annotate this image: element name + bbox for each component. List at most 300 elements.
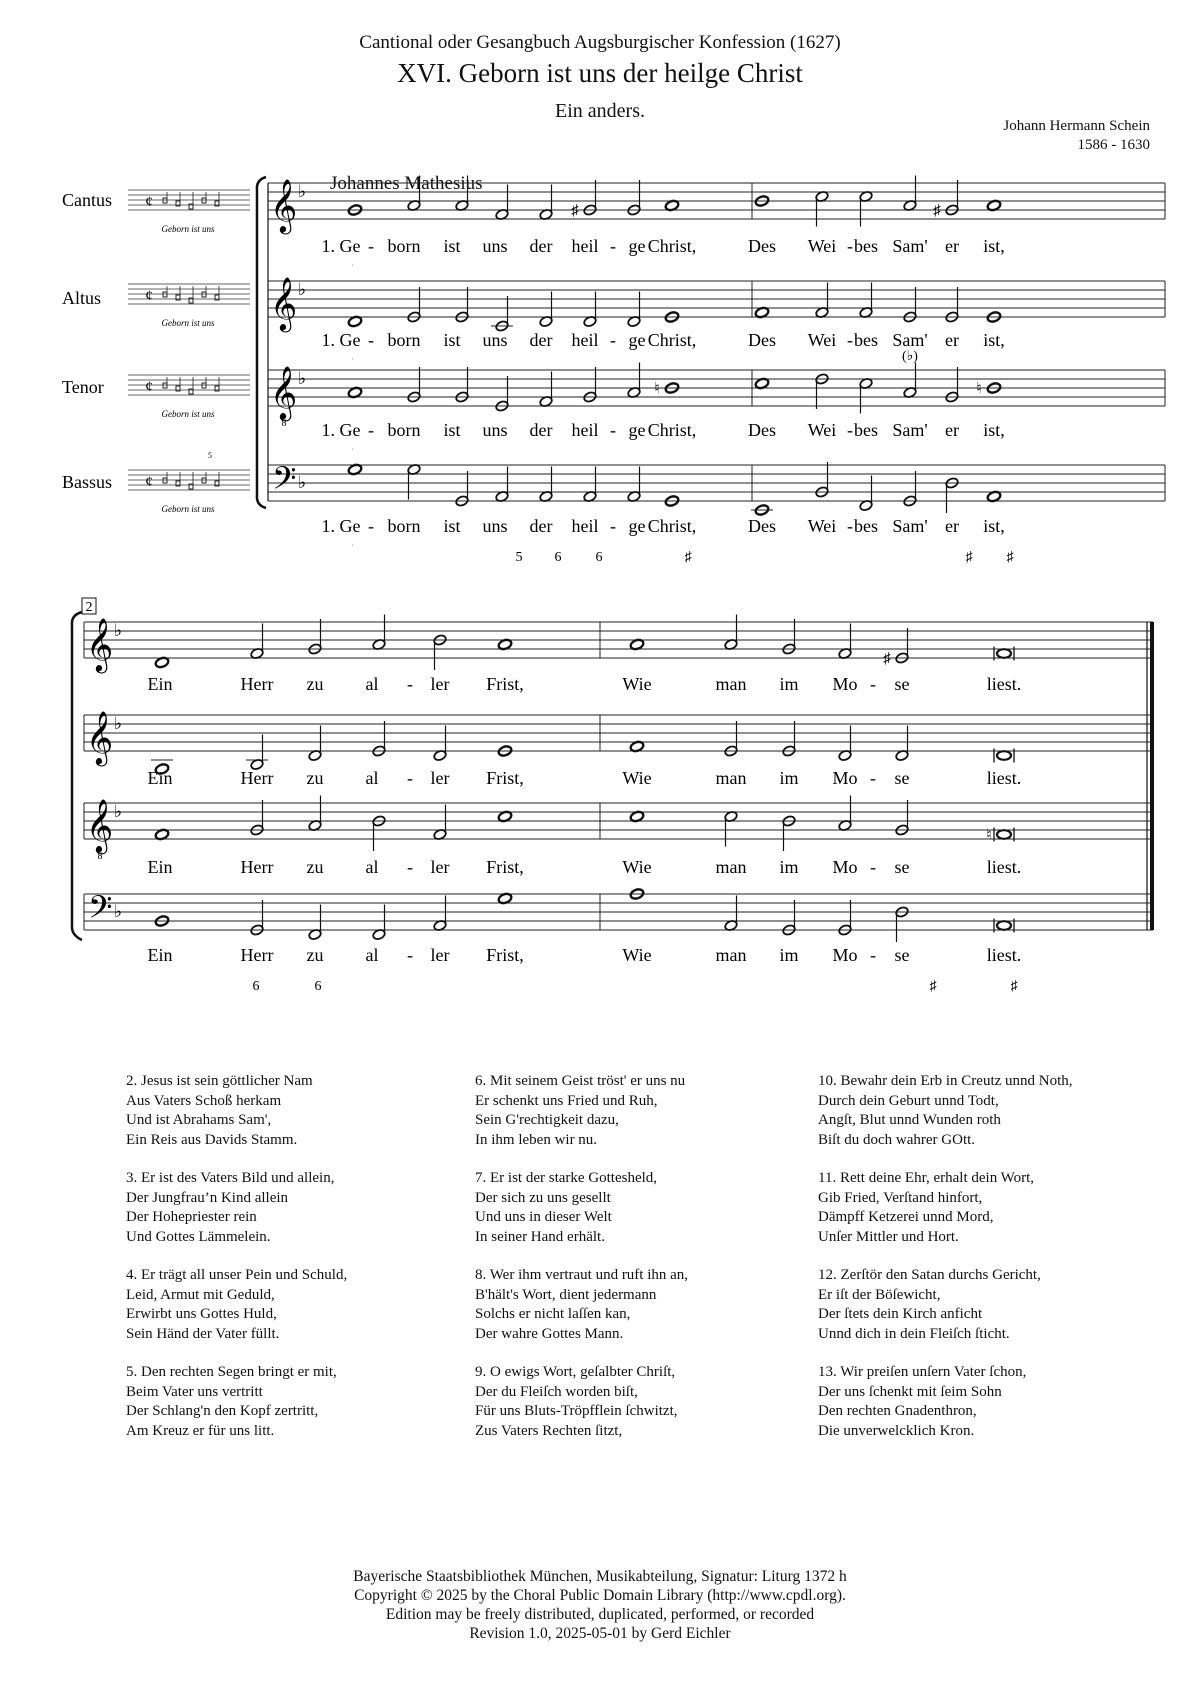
half-note [250, 735, 264, 771]
lyric-syllable: Wie [622, 945, 652, 965]
lyric-syllable: - [407, 857, 413, 877]
lyric-syllable: Wei [807, 420, 837, 440]
lyric-syllable: man [715, 945, 747, 965]
half-note [372, 615, 386, 651]
half-note [455, 471, 469, 507]
half-note [815, 190, 829, 226]
lyric-syllable: al [365, 945, 379, 965]
figured-bass: 6 [252, 979, 260, 994]
lyric-syllable: man [715, 674, 747, 694]
treble-clef-icon: 𝄞 [86, 800, 114, 851]
lyric-syllable: born [387, 330, 421, 350]
verse-line: Und ist Abrahams Sam', [126, 1112, 272, 1128]
lyric-syllable: er [945, 236, 959, 256]
lyric-syllable: Ein [147, 857, 173, 877]
lyric-syllable: - [870, 768, 876, 788]
figured-bass: 6 [314, 979, 322, 994]
lyricist-credit: Johannes Mathesius [330, 173, 483, 194]
octave-marker: 8 [281, 418, 287, 429]
verse-line: Gib Fried, Verſtand hinfort, [818, 1189, 983, 1206]
lyric-syllable: Herr [240, 857, 274, 877]
half-note [539, 185, 553, 221]
flat-icon: ♭ [297, 280, 307, 299]
half-note [407, 367, 421, 403]
lyric-syllable: im [779, 768, 799, 788]
half-note [903, 471, 917, 507]
incipit-note [163, 292, 167, 297]
lyric-syllable: ler [430, 945, 450, 965]
half-note [724, 810, 738, 846]
verse-line: 2. Jesus ist sein göttlicher Nam [126, 1073, 313, 1089]
incipit-text: Geborn ist uns [161, 504, 215, 514]
lyric-syllable: man [715, 768, 747, 788]
incipit-note [202, 198, 206, 203]
editorial-flat: (♭) [902, 349, 918, 364]
half-note [627, 180, 641, 216]
half-note [815, 462, 829, 498]
half-note [782, 721, 796, 757]
half-note [372, 721, 386, 757]
half-note [838, 726, 852, 762]
lyric-syllable: uns [482, 236, 508, 256]
verse-line: In ihm leben wir nu. [475, 1131, 598, 1148]
lyric-syllable: uns [482, 516, 508, 536]
verse-line: 7. Er ist der starke Gottesheld, [475, 1170, 658, 1186]
lyric-syllable: - [847, 236, 853, 256]
half-note [859, 190, 873, 226]
half-note [627, 467, 641, 503]
lyric-syllable: Mo [832, 674, 858, 694]
lyric-syllable: Frist, [486, 945, 524, 965]
piece-title: XVI. Geborn ist uns der heilge Christ [397, 58, 803, 88]
lyric-syllable: man [715, 857, 747, 877]
composer-name: Johann Hermann Schein [1003, 118, 1150, 134]
half-note [407, 176, 421, 212]
lyric-syllable: Frist, [486, 857, 524, 877]
lyric-syllable: bes [854, 420, 878, 440]
lyric-syllable: - [847, 330, 853, 350]
lyric-syllable: - [610, 236, 616, 256]
lyric-syllable: Christ, [647, 330, 697, 350]
verse-line: 4. Er trägt all unser Pein und Schuld, [126, 1267, 348, 1283]
lyric-syllable: - [610, 420, 616, 440]
half-note [308, 796, 322, 832]
sharp-icon: ♯ [933, 203, 941, 219]
verse-column-2 [475, 1072, 805, 1460]
half-note [407, 463, 421, 499]
lyric-syllable: Wei [807, 236, 837, 256]
lyric-syllable: born [387, 516, 421, 536]
lyric-syllable: heil [571, 330, 599, 350]
sharp-icon: ♯ [883, 651, 891, 667]
treble-clef-icon: 𝄞 [86, 712, 114, 763]
lyric-syllable: Des [748, 516, 776, 536]
lyric-syllable: - [407, 945, 413, 965]
treble-clef-icon: 𝄞 [86, 619, 114, 670]
half-note [724, 896, 738, 932]
half-note [945, 477, 959, 513]
lyric-syllable: heil [571, 516, 599, 536]
collection-title: Cantional oder Gesangbuch Augsburgischer Konfession (1627) [359, 32, 841, 53]
lyric-syllable: Des [748, 236, 776, 256]
verse-line: 10. Bewahr dein Erb in Creutz unnd Noth, [818, 1073, 1073, 1089]
half-note [724, 721, 738, 757]
lyric-syllable: Sam' [892, 330, 928, 350]
verse-line: Unnd dich in dein Fleiſch ſticht. [818, 1325, 1010, 1342]
half-note [895, 800, 909, 836]
verse-line: 11. Rett deine Ehr, erhalt dein Wort, [818, 1170, 1035, 1186]
lyric-syllable: Mo [832, 945, 858, 965]
lyric-syllable: ist, [983, 236, 1005, 256]
natural-icon: ♮ [976, 381, 982, 397]
verse-line: Aus Vaters Schoß herkam [126, 1092, 282, 1109]
lyric-syllable: Frist, [486, 674, 524, 694]
half-note [838, 900, 852, 936]
lyric-syllable: 1. Ge [321, 420, 361, 440]
lyric-syllable: Christ, [647, 420, 697, 440]
verse-line: Und Gottes Lämmelein. [126, 1228, 271, 1245]
lyric-syllable: - [368, 516, 374, 536]
verse-line: Der sich zu uns gesellt [475, 1189, 611, 1206]
note-head [997, 921, 1011, 930]
lyric-syllable: liest. [986, 857, 1022, 877]
incipit-note [163, 383, 167, 388]
lyric-syllable: Mo [832, 768, 858, 788]
verse-line: Dämpff Ketzerei unnd Mord, [818, 1209, 994, 1225]
half-note [903, 176, 917, 212]
lyric-syllable: - [368, 330, 374, 350]
lyric-syllable: Wie [622, 857, 652, 877]
incipit-note [163, 198, 167, 203]
verse-line: B'hält's Wort, dient jedermann [475, 1286, 657, 1303]
lyric-syllable: im [779, 945, 799, 965]
lyric-syllable: ge [628, 330, 646, 350]
half-note [495, 376, 509, 412]
bass-clef-icon: 𝄢 [88, 891, 113, 933]
lyric-syllable: Wie [622, 768, 652, 788]
lyric-syllable: Sam' [892, 516, 928, 536]
half-note [250, 900, 264, 936]
lyric-syllable: - [407, 768, 413, 788]
footer [0, 1567, 1200, 1643]
half-note [250, 624, 264, 660]
half-note [372, 815, 386, 851]
flat-icon: ♭ [113, 714, 123, 733]
half-note [583, 467, 597, 503]
footer-copyright: Copyright © 2025 by the Choral Public Domain Library (http://www.cpdl.org). [354, 1587, 846, 1604]
lyric-syllable: zu [306, 768, 324, 788]
figured-bass: ♯ [1006, 550, 1014, 565]
verse-line: Für uns Bluts-Tröpfflein ſchwitzt, [475, 1403, 678, 1419]
half-note [815, 283, 829, 319]
verse-stanza [126, 1072, 456, 1150]
footer-source: Bayerische Staatsbibliothek München, Musikabteilung, Signatur: Liturg 1372 h [353, 1568, 847, 1585]
half-note [495, 467, 509, 503]
verse-line: Solchs er nicht laſſen kan, [475, 1306, 631, 1322]
mensuration-sign-icon: ¢ [145, 194, 153, 210]
figured-bass: ♯ [965, 550, 973, 565]
lyric-syllable: - [407, 674, 413, 694]
lyric-syllable: born [387, 420, 421, 440]
verse-stanza [475, 1363, 805, 1441]
treble-clef-icon: 𝄞 [270, 278, 298, 329]
lyric-syllable: bes [854, 236, 878, 256]
lyric-syllable: ist [443, 516, 461, 536]
flat-icon: ♭ [297, 473, 307, 492]
lyric-syllable: ist, [983, 516, 1005, 536]
flat-icon: ♭ [297, 369, 307, 388]
half-note [455, 367, 469, 403]
half-note [495, 185, 509, 221]
half-note [627, 363, 641, 399]
lyric-syllable: er [945, 330, 959, 350]
lyric-syllable: born [387, 236, 421, 256]
lyric-syllable: ge [628, 516, 646, 536]
figured-bass: 5 [515, 550, 523, 565]
lyric-syllable: - [870, 674, 876, 694]
lyric-syllable: der [529, 516, 553, 536]
lyric-syllable: uns [482, 420, 508, 440]
lyric-syllable: al [365, 857, 379, 877]
figured-bass: ♯ [684, 550, 692, 565]
verse-line: Durch dein Geburt unnd Todt, [818, 1092, 999, 1109]
figured-bass: ♯ [929, 979, 937, 994]
verse-line: Sein Händ der Vater füllt. [126, 1325, 280, 1342]
half-note [945, 180, 959, 216]
lyric-syllable: Des [748, 330, 776, 350]
sharp-icon: ♯ [571, 203, 579, 219]
verse-line: Sein G'rechtigkeit dazu, [475, 1112, 619, 1128]
half-note [433, 896, 447, 932]
verse-line: Er schenkt uns Fried und Ruh, [475, 1092, 658, 1109]
footer-revision: Revision 1.0, 2025-05-01 by Gerd Eichler [469, 1625, 731, 1642]
incipit-text: Geborn ist uns [161, 318, 215, 328]
lyric-syllable: - [847, 420, 853, 440]
verse-stanza [818, 1363, 1148, 1441]
half-note [859, 283, 873, 319]
half-note [455, 176, 469, 212]
note-head [997, 751, 1011, 760]
verse-line: 13. Wir preiſen unſern Vater ſchon, [818, 1364, 1027, 1380]
incipit-note [202, 383, 206, 388]
mensuration-sign-icon: ¢ [145, 379, 153, 395]
verse-line: Zus Vaters Rechten ſitzt, [475, 1422, 623, 1439]
lyric-syllable: zu [306, 857, 324, 877]
half-note [895, 726, 909, 762]
lyric-syllable: Sam' [892, 420, 928, 440]
lyric-syllable: - [870, 857, 876, 877]
verse-stanza [475, 1266, 805, 1344]
incipit-note [163, 478, 167, 483]
verse-line: Der wahre Gottes Mann. [475, 1325, 624, 1342]
verse-line: Der ſtets dein Kirch anficht [818, 1306, 983, 1322]
octave-marker: 8 [97, 851, 103, 862]
lyric-syllable: Des [748, 420, 776, 440]
verse-line: Biſt du doch wahrer GOtt. [818, 1131, 976, 1148]
bass-clef-icon: 𝄢 [272, 462, 297, 504]
half-note [838, 796, 852, 832]
verse-line: 8. Wer ihm vertraut und ruft ihn an, [475, 1267, 689, 1283]
verse-line: In seiner Hand erhält. [475, 1228, 605, 1245]
verse-line: Er iſt der Böſewicht, [818, 1286, 941, 1303]
system-bracket [257, 177, 266, 508]
half-note [539, 292, 553, 328]
half-note [495, 296, 509, 332]
lyric-syllable: - [847, 516, 853, 536]
verse-line: Beim Vater uns vertritt [126, 1383, 263, 1400]
natural-icon: ♮ [986, 827, 992, 844]
lyric-syllable: liest. [986, 945, 1022, 965]
lyric-syllable: Herr [240, 945, 274, 965]
lyric-syllable: ge [628, 236, 646, 256]
lyric-syllable: Christ, [647, 236, 697, 256]
figured-bass: ♯ [1010, 979, 1018, 994]
lyric-syllable: zu [306, 674, 324, 694]
half-note [859, 476, 873, 512]
treble-clef-icon: 𝄞 [270, 180, 298, 231]
verse-line: Erwirbt uns Gottes Huld, [126, 1306, 277, 1322]
incipit-text: Geborn ist uns [161, 409, 215, 419]
flat-icon: ♭ [297, 182, 307, 201]
verse-column-3 [818, 1072, 1148, 1460]
verse-stanza [126, 1363, 456, 1441]
flat-icon: ♭ [113, 902, 123, 921]
verse-line: 12. Zerſtör den Satan durchs Gericht, [818, 1267, 1041, 1283]
half-note [539, 372, 553, 408]
incipit-text: Geborn ist uns [161, 224, 215, 234]
verse-stanza [475, 1072, 805, 1150]
half-note [724, 615, 738, 651]
verse-line: Angſt, Blut unnd Wunden roth [818, 1112, 1001, 1128]
lyric-syllable: zu [306, 945, 324, 965]
lyric-syllable: ist, [983, 420, 1005, 440]
half-note [859, 377, 873, 413]
lyric-syllable: heil [571, 236, 599, 256]
lyric-syllable: Frist, [486, 768, 524, 788]
lyric-syllable: bes [854, 516, 878, 536]
note-head [997, 649, 1011, 658]
lyric-syllable: se [894, 945, 910, 965]
half-note [782, 619, 796, 655]
verse-line: Der Jungfrau’n Kind allein [126, 1189, 289, 1206]
lyric-syllable: der [529, 236, 553, 256]
verse-line: Ein Reis aus Davids Stamm. [126, 1131, 298, 1148]
lyric-syllable: se [894, 768, 910, 788]
lyric-syllable: 1. Ge [321, 330, 361, 350]
half-note [308, 619, 322, 655]
half-note [838, 624, 852, 660]
mensuration-sign-icon: ¢ [145, 288, 153, 304]
lyric-syllable: uns [482, 330, 508, 350]
half-note [583, 292, 597, 328]
lyric-syllable: ler [430, 674, 450, 694]
half-note [539, 467, 553, 503]
half-note [903, 287, 917, 323]
half-note [945, 367, 959, 403]
lyric-syllable: - [368, 420, 374, 440]
verse-stanza [126, 1169, 456, 1247]
incipit-note [202, 478, 206, 483]
measure-number: 2 [85, 600, 93, 615]
half-note [945, 287, 959, 323]
figured-bass: 6 [595, 550, 603, 565]
verse-stanza [475, 1169, 805, 1247]
verse-line: Der uns ſchenkt mit ſeim Sohn [818, 1383, 1002, 1400]
lyric-syllable: er [945, 516, 959, 536]
half-note [782, 815, 796, 851]
lyric-syllable: Mo [832, 857, 858, 877]
half-note [782, 900, 796, 936]
lyric-syllable: - [368, 236, 374, 256]
verse-stanza [818, 1072, 1148, 1150]
incipit-figure: 5 [208, 451, 212, 460]
lyric-syllable: Herr [240, 768, 274, 788]
lyric-syllable: Ein [147, 768, 173, 788]
verse-line: 3. Er ist des Vaters Bild und allein, [126, 1170, 335, 1186]
piece-subtitle: Ein anders. [555, 100, 645, 122]
voice-name-tenor: Tenor [62, 377, 104, 397]
lyric-syllable: 1. Ge [321, 236, 361, 256]
lyric-syllable: Wei [807, 516, 837, 536]
figured-bass: 6 [554, 550, 562, 565]
verse-stanza [818, 1266, 1148, 1344]
lyric-syllable: se [894, 857, 910, 877]
verse-stanza [126, 1266, 456, 1344]
lyric-syllable: ler [430, 857, 450, 877]
lyric-syllable: ist [443, 330, 461, 350]
lyric-syllable: liest. [986, 768, 1022, 788]
natural-icon: ♮ [654, 381, 660, 397]
half-note [433, 634, 447, 670]
mensuration-sign-icon: ¢ [145, 474, 153, 490]
half-note [308, 905, 322, 941]
composer-dates: 1586 - 1630 [1077, 137, 1150, 153]
treble-clef-icon: 𝄞 [270, 367, 298, 418]
half-note [433, 726, 447, 762]
half-note [583, 180, 597, 216]
half-note [583, 367, 597, 403]
verse-line: Und uns in dieser Welt [475, 1209, 612, 1225]
lyric-syllable: bes [854, 330, 878, 350]
lyric-syllable: im [779, 674, 799, 694]
verse-line: Am Kreuz er für uns litt. [126, 1422, 275, 1439]
lyric-syllable: al [365, 674, 379, 694]
lyric-syllable: Wie [622, 674, 652, 694]
lyric-syllable: al [365, 768, 379, 788]
verse-line: Leid, Armut mit Geduld, [126, 1286, 275, 1303]
lyric-syllable: ist [443, 236, 461, 256]
incipit-note [202, 292, 206, 297]
flat-icon: ♭ [113, 802, 123, 821]
lyric-syllable: - [870, 945, 876, 965]
verse-line: 6. Mit seinem Geist tröst' er uns nu [475, 1073, 686, 1089]
verse-column-1 [126, 1072, 456, 1460]
verse-line: Der du Fleiſch worden biſt, [475, 1383, 638, 1400]
lyric-syllable: der [529, 330, 553, 350]
lyric-syllable: er [945, 420, 959, 440]
half-note [895, 628, 909, 664]
verse-line: Den rechten Gnadenthron, [818, 1403, 977, 1419]
lyric-syllable: Wei [807, 330, 837, 350]
half-note [815, 373, 829, 409]
lyric-syllable: ist, [983, 330, 1005, 350]
half-note [372, 905, 386, 941]
lyric-syllable: im [779, 857, 799, 877]
voice-name-altus: Altus [62, 288, 102, 308]
half-note [308, 726, 322, 762]
lyric-syllable: liest. [986, 674, 1022, 694]
verse-stanza [818, 1169, 1148, 1247]
